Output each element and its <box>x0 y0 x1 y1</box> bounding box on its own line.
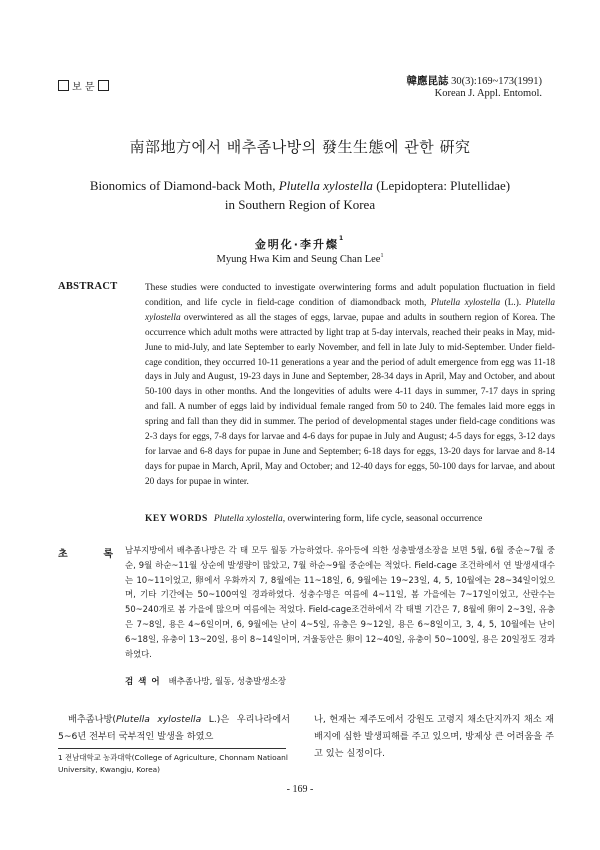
title-english-species: Plutella xylostella <box>278 178 373 193</box>
title-korean: 南部地方에서 배추좀나방의 發生生態에 관한 硏究 <box>129 138 471 156</box>
title-english <box>60 176 540 214</box>
box-left-icon <box>58 80 69 91</box>
abstract-text <box>145 281 555 490</box>
abstract-species-1: Plutella xylostella <box>430 297 501 308</box>
keywords-label: KEY WORDS <box>145 514 208 524</box>
section-tag <box>58 78 109 93</box>
korean-abstract-label <box>58 545 113 560</box>
title-english-pre: Bionomics of Diamond-back Moth, <box>89 178 279 193</box>
page-number: - 169 - <box>286 784 314 795</box>
korean-keywords-text: 배추좀나방, 월동, 성충발생소장 <box>168 677 287 687</box>
footnote-rule <box>58 748 286 749</box>
abstract-part-1: These studies were conducted to investigate overwintering forms and adult population fluctuation in field condition, and life cycle in field-cage condition of diamondback moth, <box>145 283 555 308</box>
abstract-part-3: overwintered as all the stages of eggs, larvae, pupae and adults in southern region of Korea. The occurrence which adult moths were attracted by light trap at 5-day intervals, reached their peaks in May, mid-June to mid-July, and late September to early November, and fell in late July to mid-September. Under field-cage condition, they occurred 10-11 generations a year and the period of adult emergence from egg was 11-18 days in July and August, 19-23 days in June and September, 28-34 days in April, May and October, and about 50-100 days in other months. And the longevities of adults were 4-11 days in summer, 7-17 days in spring and fall. A number of eggs laid by individual female ranged from 50 to 240. The females laid more eggs in spring and fall than they did in summer. The period of developmental stages under field-cage conditions was 2-3 days for eggs, 7-8 days for larvae and 4-6 days for pupae in July and August; 4-5 days for eggs, 3-12 days for larvae and 6-8 days for pupae in June and September; 6-18 days for eggs, 13-20 days for larvae and 8-14 days for pupae in March, April, May and October; and 12-40 days for eggs, 50-100 days for larvae, and about 20 days for pupae in winter. <box>145 312 555 487</box>
authors-korean-names: 金明化·李升燦 <box>254 238 339 251</box>
journal-kr: 韓應昆誌 <box>406 76 449 87</box>
affiliation-mark: 1 <box>339 235 346 242</box>
keywords <box>145 514 482 524</box>
korean-abstract-text: 남부지방에서 배추좀나방은 각 태 모두 월동 가능하였다. 유아등에 의한 성충발생소장을 보면 5월, 6월 중순~7월 중순, 9월 하순~11월 상순에 발생량이 많았고, 7월 하순~9월 중순에는 적었다. Field-cage 조건하에서 연 발생세대수는 10~11이었고, 卵에서 우화까지 7, 8월에는 11~18일, 6, 9월에는 19~23일, 4, 5, 10월에는 28~34일이었으며, 기타 기간에는 50~100여일 경과하였다. 성충수명은 여름에 4~11일, 봄 가을에는 7~17일이었고, 산란수는 50~240개로 봄 가을에 많으며 여름에는 적었다. Field-cage조건하에서 각 태별 기간은 7, 8월에 卵이 2~3일, 유충은 7~8일, 용은 4~6일이며, 6, 9월에는 난이 4~5일, 유충은 9~12일, 용은 6~8일이고, 3, 4, 5, 10월에는 난이 6~18일, 유충이 13~20일, 용이 8~14일이며, 겨울동안은 卵이 12~40일, 유충이 50~100일, 용은 20일정도 경과하였다. <box>125 545 556 659</box>
journal-ref: 30(3):169~173(1991) <box>451 76 542 87</box>
abstract-part-2: (L.). <box>500 297 526 308</box>
korean-keywords-label: 검 색 어 <box>125 677 161 687</box>
body-right-column: 나, 현재는 제주도에서 강원도 고령지 채소단지까지 채소 재배지에 심한 발생피해를 주고 있으며, 방제상 큰 어려움을 주고 있는 실정이다. <box>314 714 554 759</box>
body-left-column <box>58 711 290 745</box>
korean-abstract-label-a: 초 <box>58 549 68 560</box>
box-right-icon <box>98 80 109 91</box>
body-left-pre: 배추좀나방( <box>68 714 116 725</box>
section-tag-label: 보 문 <box>72 82 95 93</box>
authors-english-names: Myung Hwa Kim and Seung Chan Lee <box>216 254 381 265</box>
keywords-rest: , overwintering form, life cycle, seasonal occurrence <box>282 514 483 524</box>
title-english-post: (Lepidoptera: Plutellidae) <box>372 178 511 193</box>
title-english-line2: in Southern Region of Korea <box>224 197 376 212</box>
body-left-species: Plutella xylostella <box>115 714 202 725</box>
korean-keywords <box>125 675 286 687</box>
journal-en: Korean J. Appl. Entomol. <box>434 88 542 99</box>
abstract-label: ABSTRACT <box>58 281 118 292</box>
authors-english <box>0 254 600 265</box>
affiliation-mark-en: 1 <box>380 253 384 259</box>
footnote: 1 전남대학교 농과대학(College of Agriculture, Chonnam Natioanl University, Kwangju, Korea) <box>58 753 288 774</box>
abstract-species-2: Plutella xylostella <box>145 297 555 323</box>
korean-abstract-label-b: 록 <box>103 549 113 560</box>
journal-citation <box>407 76 542 100</box>
keywords-species: Plutella xylostella <box>213 514 283 524</box>
body-left-post: L.)은 우리나라에서 5~6년 전부터 국부적인 발생을 하였으 <box>58 714 290 742</box>
authors-korean <box>0 236 600 252</box>
